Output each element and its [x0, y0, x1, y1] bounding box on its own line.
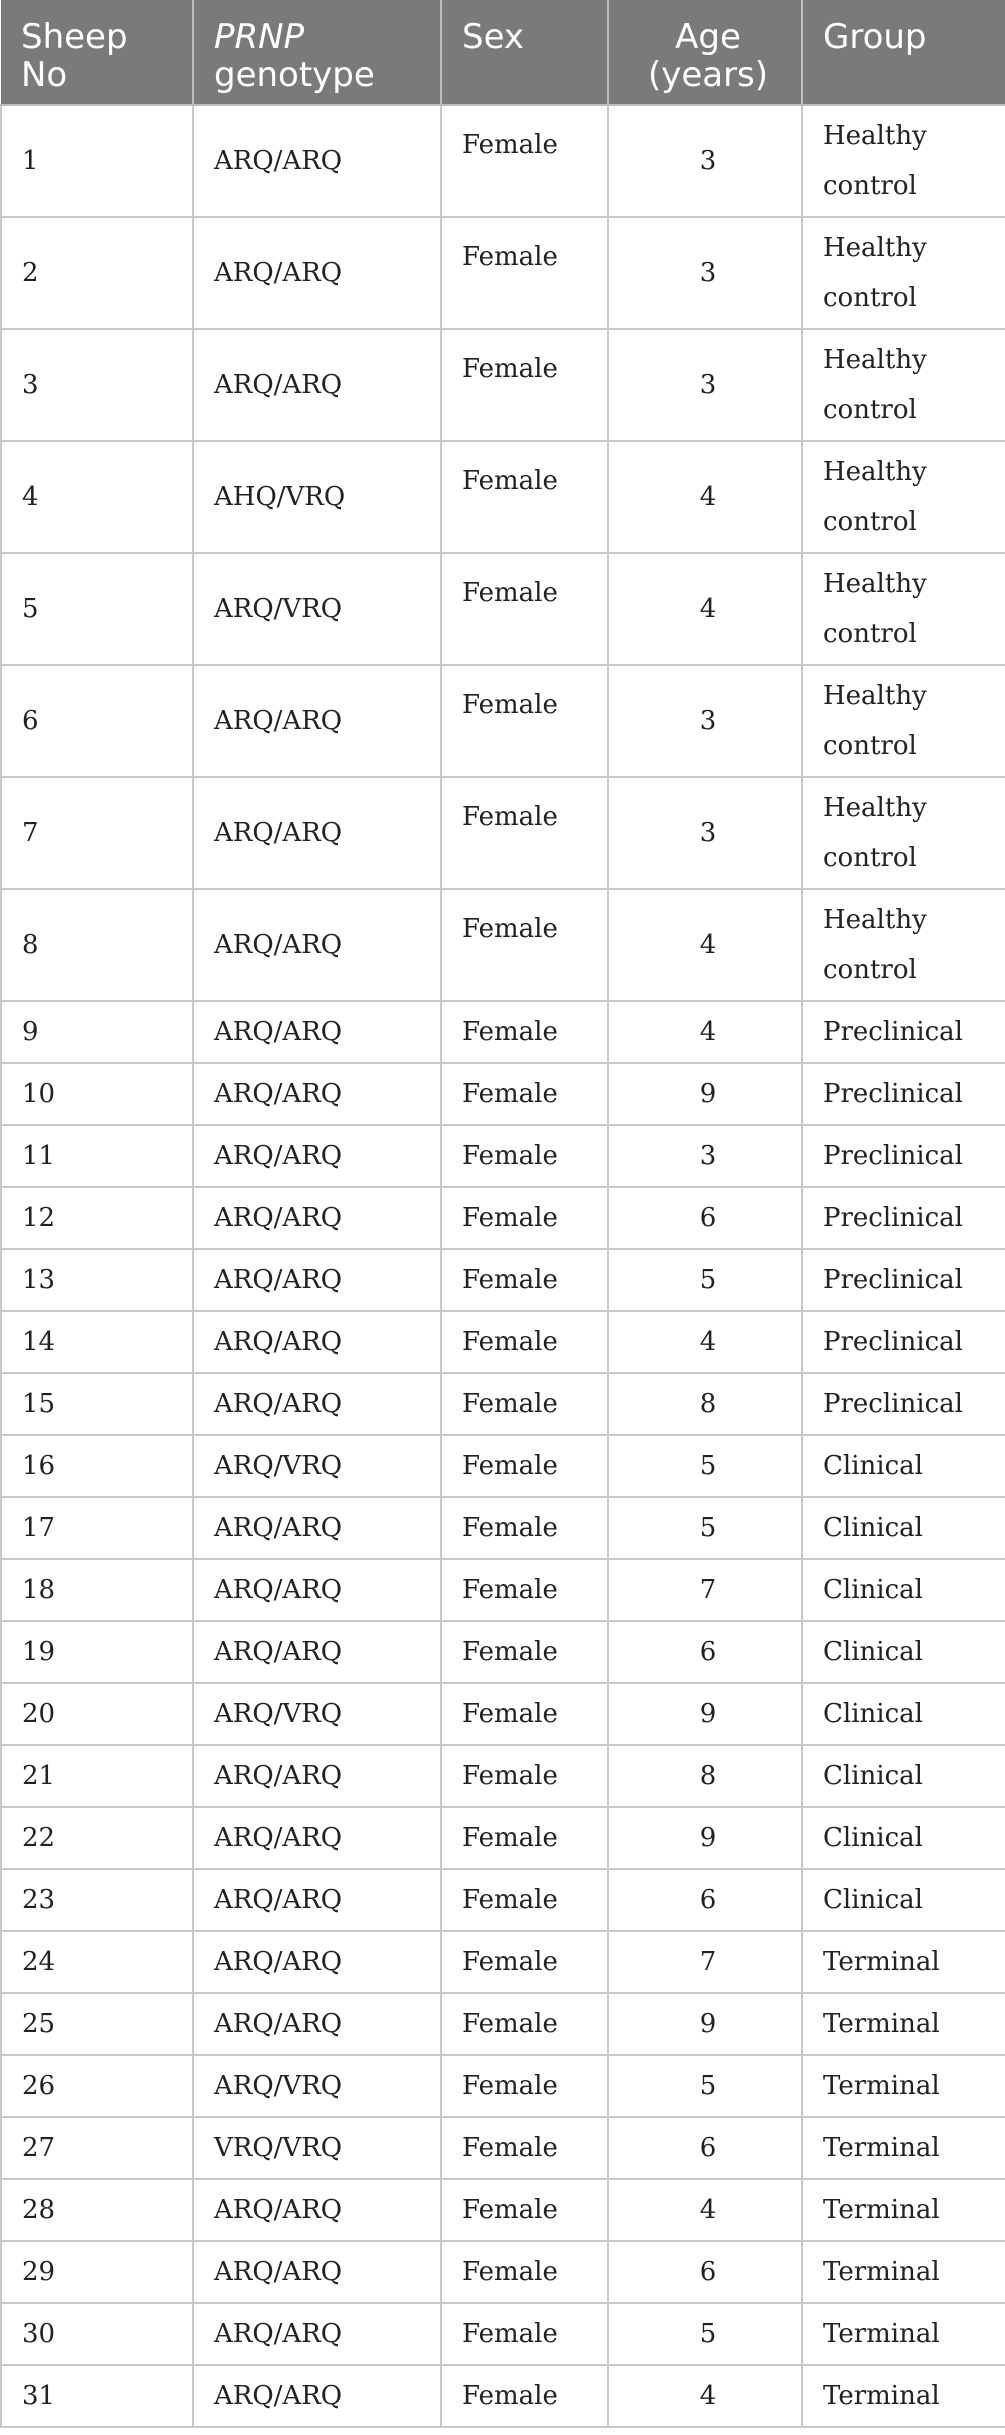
table-row [1, 1373, 1005, 1435]
cell-group: Terminal [802, 2179, 1005, 2241]
cell-genotype: ARQ/VRQ [193, 1435, 441, 1497]
table-row [1, 889, 1005, 1001]
table-row [1, 1311, 1005, 1373]
table-row [1, 1001, 1005, 1063]
cell-age: 4 [608, 1001, 802, 1063]
cell-sex: Female [441, 1931, 608, 1993]
cell-sex: Female [441, 1249, 608, 1311]
cell-sex: Female [441, 1001, 608, 1063]
cell-genotype: ARQ/ARQ [193, 1063, 441, 1125]
table-row [1, 1497, 1005, 1559]
cell-group: Terminal [802, 2055, 1005, 2117]
cell-sheep-no: 4 [1, 441, 193, 553]
cell-genotype: ARQ/ARQ [193, 777, 441, 889]
cell-age: 6 [608, 2241, 802, 2303]
table-row [1, 2179, 1005, 2241]
cell-age: 8 [608, 1745, 802, 1807]
cell-age: 5 [608, 2303, 802, 2365]
cell-sex: Female [441, 889, 608, 1001]
cell-age: 9 [608, 1993, 802, 2055]
cell-sheep-no: 25 [1, 1993, 193, 2055]
cell-genotype: ARQ/ARQ [193, 329, 441, 441]
cell-genotype: ARQ/ARQ [193, 665, 441, 777]
cell-sex: Female [441, 1993, 608, 2055]
cell-sheep-no: 11 [1, 1125, 193, 1187]
cell-genotype: ARQ/ARQ [193, 1807, 441, 1869]
cell-sex: Female [441, 2365, 608, 2427]
cell-sex: Female [441, 1559, 608, 1621]
cell-group: Clinical [802, 1807, 1005, 1869]
cell-group: Clinical [802, 1559, 1005, 1621]
table-row [1, 217, 1005, 329]
cell-group: Terminal [802, 2117, 1005, 2179]
cell-genotype: ARQ/ARQ [193, 1001, 441, 1063]
table-row [1, 1249, 1005, 1311]
cell-age: 6 [608, 1869, 802, 1931]
cell-group: Clinical [802, 1869, 1005, 1931]
cell-sex: Female [441, 329, 608, 441]
cell-group: Terminal [802, 2303, 1005, 2365]
cell-sheep-no: 13 [1, 1249, 193, 1311]
cell-age: 3 [608, 777, 802, 889]
cell-age: 3 [608, 217, 802, 329]
cell-group: Healthy control [802, 665, 1005, 777]
cell-sheep-no: 15 [1, 1373, 193, 1435]
cell-sex: Female [441, 1621, 608, 1683]
cell-sheep-no: 9 [1, 1001, 193, 1063]
cell-genotype: ARQ/ARQ [193, 1125, 441, 1187]
cell-genotype: ARQ/ARQ [193, 2241, 441, 2303]
cell-genotype: ARQ/ARQ [193, 1993, 441, 2055]
cell-genotype: ARQ/ARQ [193, 2179, 441, 2241]
cell-sex: Female [441, 1745, 608, 1807]
cell-age: 4 [608, 441, 802, 553]
cell-sex: Female [441, 777, 608, 889]
cell-sex: Female [441, 1807, 608, 1869]
cell-genotype: ARQ/ARQ [193, 1373, 441, 1435]
cell-genotype: ARQ/VRQ [193, 1683, 441, 1745]
cell-group: Preclinical [802, 1125, 1005, 1187]
table-row [1, 441, 1005, 553]
table-row [1, 1869, 1005, 1931]
cell-group: Terminal [802, 2241, 1005, 2303]
cell-genotype: ARQ/VRQ [193, 2055, 441, 2117]
cell-sex: Female [441, 217, 608, 329]
cell-group: Preclinical [802, 1001, 1005, 1063]
cell-group: Healthy control [802, 105, 1005, 217]
cell-age: 4 [608, 2179, 802, 2241]
cell-age: 4 [608, 2365, 802, 2427]
cell-sheep-no: 22 [1, 1807, 193, 1869]
cell-sheep-no: 3 [1, 329, 193, 441]
header-genotype [193, 0, 441, 105]
header-age [608, 0, 802, 105]
table-row [1, 1621, 1005, 1683]
cell-group: Clinical [802, 1683, 1005, 1745]
cell-genotype: ARQ/ARQ [193, 1559, 441, 1621]
header-sex: Sex [441, 0, 608, 105]
cell-group: Healthy control [802, 889, 1005, 1001]
cell-group: Healthy control [802, 777, 1005, 889]
table-row [1, 1993, 1005, 2055]
cell-age: 5 [608, 1249, 802, 1311]
cell-sheep-no: 27 [1, 2117, 193, 2179]
cell-age: 9 [608, 1807, 802, 1869]
cell-genotype: VRQ/VRQ [193, 2117, 441, 2179]
cell-sheep-no: 21 [1, 1745, 193, 1807]
cell-sheep-no: 28 [1, 2179, 193, 2241]
cell-sex: Female [441, 2117, 608, 2179]
table-row [1, 1125, 1005, 1187]
cell-sheep-no: 31 [1, 2365, 193, 2427]
cell-group: Preclinical [802, 1373, 1005, 1435]
cell-sex: Female [441, 1683, 608, 1745]
header-age-label: Age [675, 17, 741, 57]
cell-group: Preclinical [802, 1311, 1005, 1373]
cell-sex: Female [441, 2241, 608, 2303]
cell-sheep-no: 19 [1, 1621, 193, 1683]
cell-sheep-no: 24 [1, 1931, 193, 1993]
cell-group: Healthy control [802, 329, 1005, 441]
cell-age: 7 [608, 1559, 802, 1621]
cell-group: Preclinical [802, 1249, 1005, 1311]
table-row [1, 1683, 1005, 1745]
cell-sex: Female [441, 1497, 608, 1559]
cell-sex: Female [441, 1435, 608, 1497]
header-group: Group [802, 0, 1005, 105]
cell-genotype: ARQ/ARQ [193, 2365, 441, 2427]
cell-sheep-no: 10 [1, 1063, 193, 1125]
cell-sex: Female [441, 1063, 608, 1125]
cell-age: 3 [608, 1125, 802, 1187]
cell-genotype: ARQ/ARQ [193, 889, 441, 1001]
cell-sex: Female [441, 105, 608, 217]
cell-genotype: ARQ/ARQ [193, 1311, 441, 1373]
cell-genotype: ARQ/ARQ [193, 105, 441, 217]
cell-age: 6 [608, 1621, 802, 1683]
table-row [1, 553, 1005, 665]
cell-sex: Female [441, 2303, 608, 2365]
table-row [1, 2365, 1005, 2427]
cell-group: Preclinical [802, 1187, 1005, 1249]
cell-group: Clinical [802, 1745, 1005, 1807]
cell-sex: Female [441, 441, 608, 553]
cell-age: 7 [608, 1931, 802, 1993]
cell-sheep-no: 29 [1, 2241, 193, 2303]
table-row [1, 2241, 1005, 2303]
cell-genotype: ARQ/VRQ [193, 553, 441, 665]
cell-sheep-no: 16 [1, 1435, 193, 1497]
cell-sheep-no: 20 [1, 1683, 193, 1745]
cell-group: Clinical [802, 1435, 1005, 1497]
cell-sex: Female [441, 1311, 608, 1373]
cell-age: 6 [608, 1187, 802, 1249]
cell-age: 4 [608, 889, 802, 1001]
cell-age: 9 [608, 1683, 802, 1745]
cell-age: 3 [608, 665, 802, 777]
cell-sheep-no: 7 [1, 777, 193, 889]
cell-age: 3 [608, 329, 802, 441]
cell-sex: Female [441, 1373, 608, 1435]
table-row [1, 1745, 1005, 1807]
table-row [1, 665, 1005, 777]
cell-group: Healthy control [802, 217, 1005, 329]
cell-sheep-no: 17 [1, 1497, 193, 1559]
table-row [1, 1187, 1005, 1249]
cell-sheep-no: 6 [1, 665, 193, 777]
table-row [1, 1435, 1005, 1497]
table-row [1, 2117, 1005, 2179]
cell-group: Healthy control [802, 553, 1005, 665]
cell-age: 4 [608, 553, 802, 665]
cell-sheep-no: 1 [1, 105, 193, 217]
table-row [1, 2055, 1005, 2117]
cell-group: Clinical [802, 1497, 1005, 1559]
cell-age: 5 [608, 1497, 802, 1559]
cell-sheep-no: 5 [1, 553, 193, 665]
table-row [1, 1559, 1005, 1621]
cell-genotype: ARQ/ARQ [193, 2303, 441, 2365]
table-row [1, 777, 1005, 889]
cell-sex: Female [441, 2179, 608, 2241]
cell-sheep-no: 26 [1, 2055, 193, 2117]
header-genotype-gene: PRNP [214, 17, 305, 57]
cell-group: Healthy control [802, 441, 1005, 553]
cell-sheep-no: 14 [1, 1311, 193, 1373]
cell-sex: Female [441, 1125, 608, 1187]
cell-sex: Female [441, 1869, 608, 1931]
table-row [1, 1807, 1005, 1869]
cell-sex: Female [441, 665, 608, 777]
cell-age: 5 [608, 2055, 802, 2117]
cell-genotype: ARQ/ARQ [193, 1869, 441, 1931]
cell-group: Clinical [802, 1621, 1005, 1683]
cell-group: Terminal [802, 1931, 1005, 1993]
cell-genotype: ARQ/ARQ [193, 1931, 441, 1993]
cell-sheep-no: 8 [1, 889, 193, 1001]
cell-age: 6 [608, 2117, 802, 2179]
table-header [1, 0, 1005, 105]
table-body [1, 105, 1005, 2427]
cell-group: Preclinical [802, 1063, 1005, 1125]
cell-genotype: ARQ/ARQ [193, 1621, 441, 1683]
cell-sex: Female [441, 2055, 608, 2117]
cell-sheep-no: 23 [1, 1869, 193, 1931]
cell-genotype: AHQ/VRQ [193, 441, 441, 553]
cell-sex: Female [441, 1187, 608, 1249]
cell-age: 5 [608, 1435, 802, 1497]
cell-sex: Female [441, 553, 608, 665]
table-row [1, 1063, 1005, 1125]
cell-genotype: ARQ/ARQ [193, 217, 441, 329]
cell-age: 9 [608, 1063, 802, 1125]
header-genotype-label: genotype [214, 55, 375, 95]
cell-genotype: ARQ/ARQ [193, 1745, 441, 1807]
table-row [1, 2303, 1005, 2365]
table-row [1, 329, 1005, 441]
cell-sheep-no: 12 [1, 1187, 193, 1249]
cell-age: 8 [608, 1373, 802, 1435]
cell-sheep-no: 18 [1, 1559, 193, 1621]
cell-genotype: ARQ/ARQ [193, 1249, 441, 1311]
header-row [1, 0, 1005, 105]
cell-genotype: ARQ/ARQ [193, 1187, 441, 1249]
cell-genotype: ARQ/ARQ [193, 1497, 441, 1559]
cell-sheep-no: 2 [1, 217, 193, 329]
header-age-unit: (years) [647, 55, 769, 95]
cell-age: 4 [608, 1311, 802, 1373]
cell-sheep-no: 30 [1, 2303, 193, 2365]
cell-group: Terminal [802, 2365, 1005, 2427]
cell-age: 3 [608, 105, 802, 217]
header-sheep-no: Sheep No [1, 0, 193, 105]
table-row [1, 105, 1005, 217]
table-row [1, 1931, 1005, 1993]
cell-group: Terminal [802, 1993, 1005, 2055]
